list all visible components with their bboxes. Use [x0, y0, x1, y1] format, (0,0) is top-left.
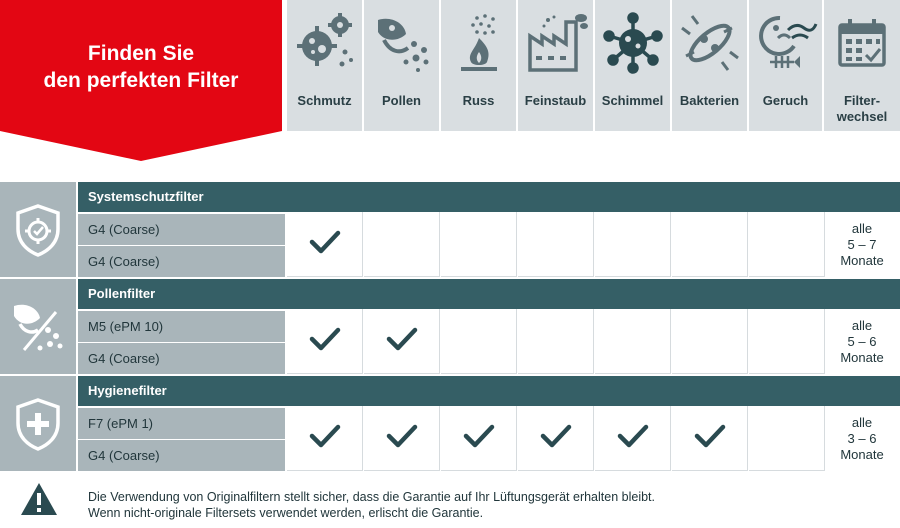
- column-header-russ: [441, 0, 516, 131]
- interval-text: 5 – 6: [847, 334, 877, 349]
- section-title: Systemschutzfilter: [78, 182, 900, 212]
- title-banner: [0, 0, 282, 162]
- checkmark-icon: [463, 424, 495, 453]
- title-line-1: Finden Sie: [87, 42, 195, 65]
- checkmark-icon: [540, 424, 572, 453]
- bacteria-icon: [672, 8, 747, 78]
- interval-text: 5 – 7: [847, 237, 877, 252]
- check-cell: [287, 212, 363, 277]
- pollen-filter-icon: [0, 279, 76, 374]
- warranty-notice-line-2: Wenn nicht-originale Filtersets verwendet werden, erlischt die Garantie.: [88, 506, 484, 520]
- column-label: Schimmel: [601, 93, 664, 108]
- interval-text: 3 – 6: [847, 431, 877, 446]
- filter-class-label: M5 (ePM 10): [78, 311, 285, 342]
- pollen-icon: [364, 8, 439, 78]
- interval-text: Monate: [840, 253, 884, 268]
- check-cell: [595, 406, 671, 471]
- empty-cell: [595, 309, 671, 374]
- empty-cell: [595, 212, 671, 277]
- checkmark-icon: [309, 230, 341, 259]
- filter-change-interval: [824, 415, 900, 463]
- interval-text: alle: [851, 221, 873, 236]
- title-line-2: den perfekten Filter: [43, 69, 239, 92]
- odor-icon: [749, 8, 822, 78]
- column-header-pollen: [364, 0, 439, 131]
- check-cell: [518, 406, 594, 471]
- column-header-schmutz: [287, 0, 362, 131]
- filter-class-label: G4 (Coarse): [78, 440, 285, 471]
- page-title: [0, 40, 282, 94]
- column-header-schimmel: [595, 0, 670, 131]
- checkmark-icon: [386, 424, 418, 453]
- section-title: Hygienefilter: [78, 376, 900, 406]
- interval-text: alle: [851, 318, 873, 333]
- column-label-line-2: wechsel: [836, 109, 888, 124]
- empty-cell: [518, 212, 594, 277]
- column-header-geruch: [749, 0, 822, 131]
- mold-spore-icon: [595, 8, 670, 78]
- checkmark-icon: [309, 424, 341, 453]
- check-cell: [287, 309, 363, 374]
- column-header-feinstaub: [518, 0, 593, 131]
- check-cell: [287, 406, 363, 471]
- empty-cell: [672, 212, 748, 277]
- empty-cell: [441, 212, 517, 277]
- section-title: Pollenfilter: [78, 279, 900, 309]
- checkmark-icon: [617, 424, 649, 453]
- warranty-notice-line-1: Die Verwendung von Originalfiltern stellt sicher, dass die Garantie auf Ihr Lüftungsgerät erhalten bleibt.: [88, 490, 655, 504]
- column-label: Pollen: [381, 93, 421, 108]
- interval-text: Monate: [840, 350, 884, 365]
- empty-cell: [364, 212, 440, 277]
- soot-flame-icon: [441, 8, 516, 78]
- column-label: Russ: [462, 93, 495, 108]
- filter-class-label: F7 (ePM 1): [78, 408, 285, 439]
- filter-class-label: G4 (Coarse): [78, 246, 285, 277]
- checkmark-icon: [386, 327, 418, 356]
- empty-cell: [749, 309, 825, 374]
- filter-class-label: G4 (Coarse): [78, 214, 285, 245]
- empty-cell: [749, 406, 825, 471]
- empty-cell: [672, 309, 748, 374]
- warranty-notice: [88, 489, 655, 521]
- column-header-filterwechsel: [824, 0, 900, 131]
- column-label-line-1: Filter-: [843, 93, 881, 108]
- column-label: Bakterien: [679, 93, 740, 108]
- shield-gear-icon: [0, 182, 76, 277]
- interval-text: alle: [851, 415, 873, 430]
- check-cell: [672, 406, 748, 471]
- warning-icon: [20, 482, 58, 521]
- filter-change-interval: [824, 221, 900, 269]
- checkmark-icon: [309, 327, 341, 356]
- empty-cell: [749, 212, 825, 277]
- check-cell: [364, 406, 440, 471]
- factory-dust-icon: [518, 8, 593, 78]
- column-header-bakterien: [672, 0, 747, 131]
- column-label: Schmutz: [297, 93, 352, 108]
- column-label: Feinstaub: [524, 93, 587, 108]
- shield-plus-icon: [0, 376, 76, 471]
- dirt-particles-icon: [287, 8, 362, 78]
- check-cell: [364, 309, 440, 374]
- checkmark-icon: [694, 424, 726, 453]
- check-cell: [441, 406, 517, 471]
- interval-text: Monate: [840, 447, 884, 462]
- calendar-icon: [824, 8, 900, 78]
- filter-class-label: G4 (Coarse): [78, 343, 285, 374]
- column-label: Geruch: [762, 93, 809, 108]
- column-label: [824, 93, 900, 125]
- empty-cell: [441, 309, 517, 374]
- filter-change-interval: [824, 318, 900, 366]
- empty-cell: [518, 309, 594, 374]
